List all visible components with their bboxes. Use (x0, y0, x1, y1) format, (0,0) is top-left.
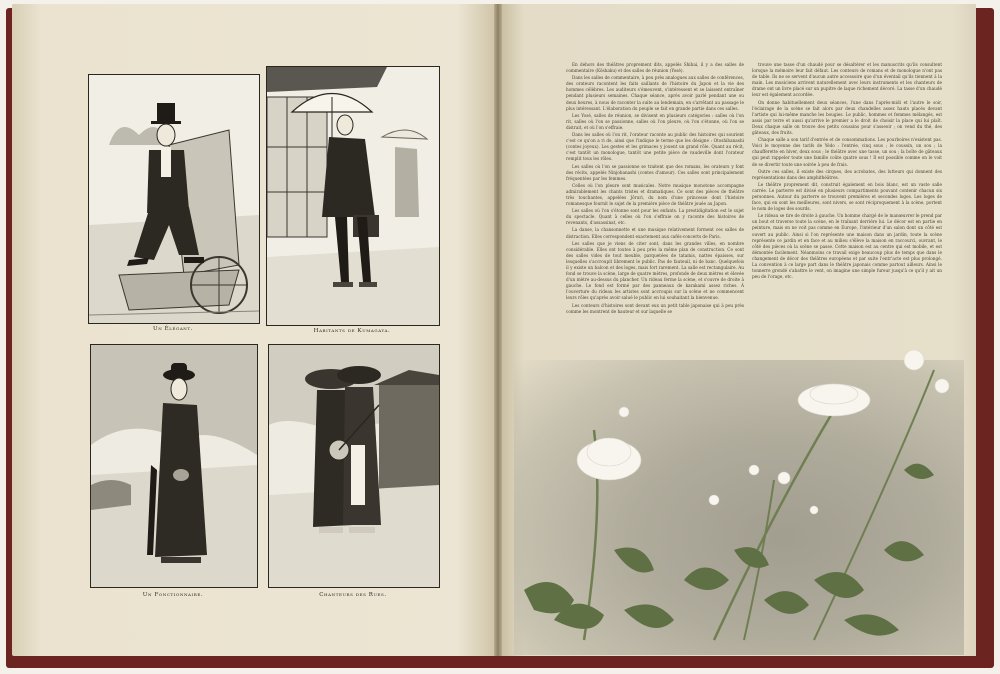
elegant-illustration (89, 75, 259, 323)
col1-paragraph: Dans les salles où l'on rit, l'orateur raconte au public des histoires qui sourient c'est ce qu'on a ri de, ainsi que l'indique le terme que les désigne : Otoshibanashi (contes joyeux). Les gestes et les grimaces y jouent un grand rôle. Quant au récit, c'est tantôt un monologue, tantôt une petite pièce de vaudeville dont l'orateur remplit tous les rôles. (566, 132, 744, 162)
plate-3-caption: Un Fonctionnaire. (142, 592, 204, 598)
text-column-1 (566, 62, 744, 352)
col2-paragraph: On donne habituellement deux séances, l'une dans l'après-midi et l'autre le soir, l'éclairage de la scène se fait alors par deux chandelles assez hauts placés devant l'artiste qui lui-même manche les bougies. Le public, hommes et femmes mélangés, est assis par terre et aussi qu'arrive le premier a le droit de choisir la place qui lui plaît. Deux chaque salle on trouve des petits coussins pour s'asseoir ; on vend du thé, des gâteaux, des fruits. (752, 99, 942, 136)
col2-paragraph: trouve une tasse d'un chaudé pour se désaltérer et les manuscrits qu'ils consultent lorsque la mémoire leur fait défaut. Les conteurs de romans et de monologue n'ont pas de table. Ils ne se servent d'aucun autre accessoire que d'un éventail qu'ils tiennent à la main. Les musiciens arrivent naturellement avec leurs instruments et les chanteurs de drame ont un livre placé sur un pupitre de laque richement décoré. La tasse d'un chaudé leur est également accordée. (752, 62, 942, 98)
book-gutter (494, 4, 502, 656)
chrysanthemum-illustration (514, 350, 964, 650)
plate-2-caption: Habitants de Kumagaya. (313, 328, 391, 334)
col2-paragraph: Le théâtre proprement dit, construit également en bois blanc, est un vaste salle carrée. Le parterre est divisé en plusieurs compartiments pouvant contenir chacun six personnes. Autour du parterre se trouvent premières et secondes loges. Les loges de face, qui en sont les meilleures, sont nivers, se sont réciproquement à la scène, portent le nom de loges des sourds. (752, 181, 942, 212)
col1-paragraph: Les conteurs d'histoires sont devant eux un petit table japonaise qui à peu près comme les montrent de hauteur et sur laquelle se (566, 302, 744, 314)
fonctionnaire-illustration (91, 345, 257, 587)
col1-paragraph: Les Yosé, salles de réunion, se divisent en plusieurs catégories : salles où l'on rit, salles où l'on se passionne, salles où l'on pleure, où l'on s'étonne, où l'on se distrait, et où l'on s'effraie. (566, 112, 744, 130)
col1-paragraph: Dans les salles de commentaire, à peu près analogues aux salles de conférences, des orateurs racontent les faits saillants de l'histoire du Japon et la vie des hommes célèbres. Les auditeurs s'émeuvent, s'intéressent et se laissent entraîner pendant plusieurs semaines. Chaque séance, après avoir parlé pendant une ou deux heures, à nous de raconter la suite au lendemain, en s'arrêtant au passage le plus intéressant. L'élaboration du peuple se fait en grande partie dans ces salles. (566, 75, 744, 111)
col1-paragraph: Les salles où l'on s'étonne sont pour les enfants. La prestidigitation est le sujet du spectacle. Quant à celles où l'on s'effraie on y raconte des histoires de revenants, d'assassinat, etc. (566, 208, 744, 226)
text-column-2 (752, 62, 942, 362)
col2-paragraph: Le rideau se tire de droite à gauche. Un homme chargé de le manœuvrer le prend par un bout et traverse toute la scène, en le traînant derrière lui. Le décor est en partie en peinture, mais on ne voit pas comme en Europe, l'intérieur d'un salon dont un côté est ouvert au public. Ainsi si l'on représente une maison dans un jardin, toute la scène représente ce jardin et en face et au milieu s'élève la maison en raccourci, ouvrant, le côté des pièces où la scène se passe. Cette maison est au centre qui est mobile, et est démontée facilement. Néanmoins ce travail exige beaucoup plus de temps que dans le changement de décor des théâtres européens et par suite l'entr'acte est plus prolongé. La convention à ce large part dans le théâtre japonais comme partout ailleurs. Ainsi le tonnerre grondé s'abattre le vent, on imagine une simple fureur jusqu'à ce qu'il y ait un peu de l'orage, etc. (752, 213, 942, 280)
col1-paragraph: La danse, la chansonnette et une musique relativement forment ces salles de distraction. Elles correspondent exactement aux cafés-concerts de Paris. (566, 227, 744, 239)
kumagaya-illustration (267, 67, 439, 325)
plate-1-caption: Un Élégant. (152, 326, 194, 332)
col1-paragraph: En dehors des théâtres proprement dits, appelés Shibai, il y a des salles de commentaire (Kôshaku) et des salles de réunion (Yosé). (566, 62, 744, 74)
plate-fonctionnaire (90, 344, 258, 588)
chanteurs-illustration (269, 345, 439, 587)
plate-kumagaya (266, 66, 440, 326)
col1-paragraph: Les salles que je viens de citer sont, dans les grandes villes, en nombre considérable. Elles ont toutes à peu près la même plan de construction. Ce sont des salles vides de tout meuble, parquetées de tatamis, nattes épaisses, sur lesquelles s'accroupit librement le public. Pas de fauteuil, ni de banc. Quelquefois il y existe un balcon et des loges, mais fort rarement. La salle est rectangulaire. Au fond se trouve la scène, large de quatre mètres, profonde de deux mètres et élevée d'un mètre au-dessus du plancher. Un rideau ferme la scène, et s'ouvre de droite à gauche. Le fond est formé par des panneaux de karakami assez riches. À l'ouverture du rideau les artistes sont accroupis sur la scène et ne commencent leurs rôles qu'après avoir salué le public en lui souhaitant la bienvenue. (566, 240, 744, 301)
col1-paragraph: Celles où l'on pleure sont musicales. Notre musique monotone accompagne admirablement les chants tristes et dramatiques. Ce sont des pièces de théâtre très touchantes, appelées Jôruri, du nom d'une princesse dont l'histoire romanesque fournit le sujet de la première pièce de théâtre jouée au Japon. (566, 182, 744, 207)
plate-elegant (88, 74, 260, 324)
plate-chanteurs (268, 344, 440, 588)
plate-4-caption: Chanteurs des Rues. (319, 592, 387, 598)
col2-paragraph: Chaque salle a son tarif d'entrée et de consommations. Les pourboires n'existent pas. Voici le moyenne des tarifs de Yédo : l'entrée, cinq sous ; le coussin, un sou ; la chaufferette en hiver, deux sous ; le théâtre avec une tasse, un sou ; la boîte de gâteaux qui peut rappeler toute une famille coûte quatre sous ! Il est possible comme on le voit de se divertir toute une soirée à peu de frais. (752, 137, 942, 167)
col1-paragraph: Les salles où l'on se passionne se traitent que des romans, les orateurs y font des récits, appelés Ninjobanashi (contes d'amour). Ces salles sont principalement fréquentées par les femmes. (566, 163, 744, 181)
col2-paragraph: Outre ces salles, il existe des cirques, des acrobates, des lutteurs qui donnent des représentations dans des amphithéâtres. (752, 168, 942, 180)
